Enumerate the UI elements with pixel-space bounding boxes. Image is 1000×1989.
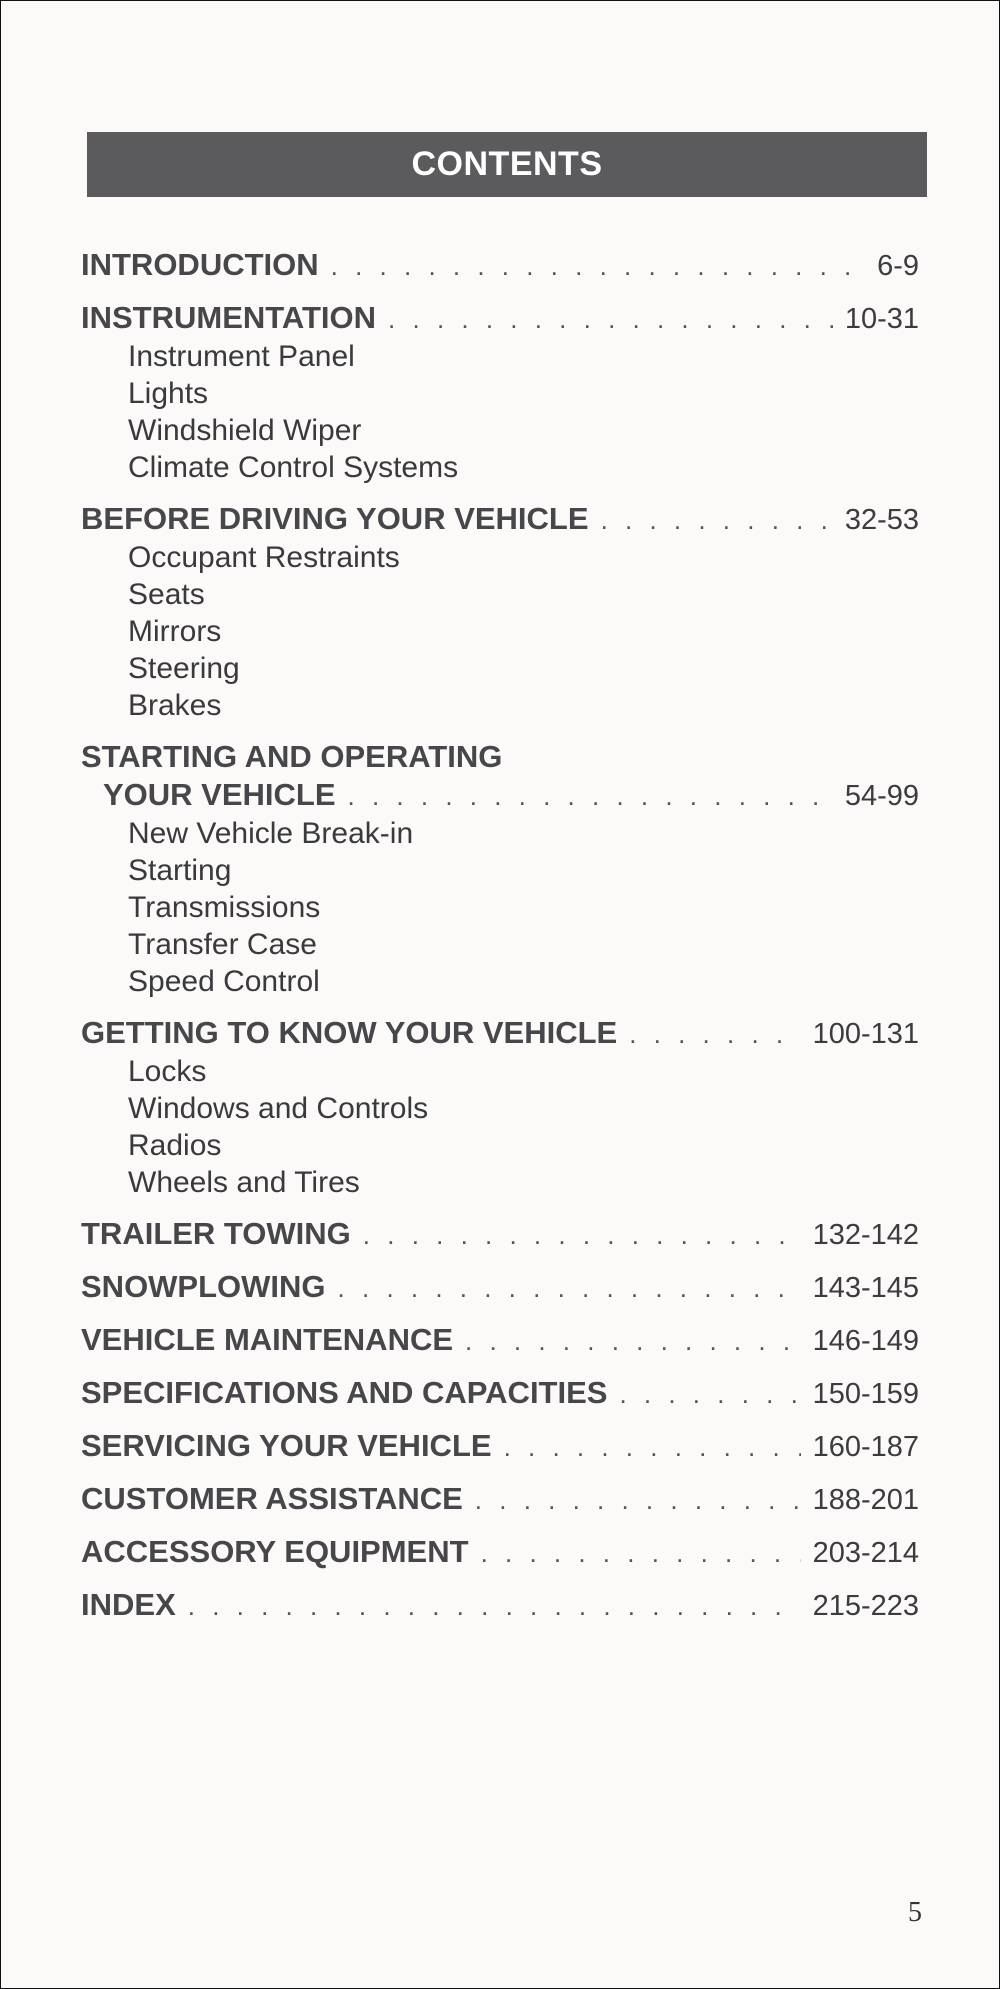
toc-entry-row <box>81 299 919 338</box>
toc-subsection: New Vehicle Break-in <box>128 817 414 850</box>
dot-leader <box>629 1015 800 1053</box>
toc-entry-title: ACCESSORY EQUIPMENT <box>81 1534 469 1569</box>
toc-entry-title: VEHICLE MAINTENANCE <box>81 1322 454 1357</box>
toc-entry-row <box>81 1427 919 1466</box>
toc-entry-row <box>81 1321 919 1360</box>
dot-leader <box>338 1269 801 1307</box>
toc-entry-title: BEFORE DRIVING YOUR VEHICLE <box>81 501 589 536</box>
toc-entry-title: STARTING AND OPERATING <box>81 739 503 774</box>
toc-entry-pages: 132-142 <box>812 1219 919 1251</box>
toc-entry-pages: 150-159 <box>812 1378 919 1410</box>
dot-leader <box>504 1428 801 1466</box>
toc-entry-pages: 146-149 <box>812 1325 919 1357</box>
toc-entry <box>81 1586 919 1625</box>
toc-entry-title: INSTRUMENTATION <box>81 300 377 335</box>
toc-entry <box>81 1533 919 1572</box>
toc-entry <box>81 299 919 486</box>
toc-entry-row <box>81 1374 919 1413</box>
toc-subsection: Lights <box>128 377 209 410</box>
toc-entry-title: TRAILER TOWING <box>81 1216 351 1251</box>
toc-subsection: Windshield Wiper <box>128 414 362 447</box>
toc-entry-title: GETTING TO KNOW YOUR VEHICLE <box>81 1015 618 1050</box>
toc-entry-title: INTRODUCTION <box>81 247 319 282</box>
toc-entry-title: SPECIFICATIONS AND CAPACITIES <box>81 1375 608 1410</box>
toc-entry-title: SERVICING YOUR VEHICLE <box>81 1428 492 1463</box>
toc-entry-pages: 32-53 <box>844 504 919 536</box>
toc-entry-row <box>81 1533 919 1572</box>
toc-entry-title: SNOWPLOWING <box>81 1269 326 1304</box>
table-of-contents <box>81 246 919 1639</box>
toc-entry-pages: 54-99 <box>844 780 919 812</box>
toc-subsection: Occupant Restraints <box>128 541 400 574</box>
toc-subsection: Seats <box>128 578 205 611</box>
dot-leader <box>348 777 833 815</box>
toc-subsection: Wheels and Tires <box>128 1166 360 1199</box>
toc-subsection: Windows and Controls <box>128 1092 429 1125</box>
toc-entry-title: INDEX <box>81 1587 176 1622</box>
dot-leader <box>475 1481 801 1519</box>
page-number: 5 <box>908 1897 922 1928</box>
toc-subsection: Starting <box>128 854 232 887</box>
toc-entry-pages: 100-131 <box>812 1018 919 1050</box>
toc-entry <box>81 1215 919 1254</box>
dot-leader <box>481 1534 801 1572</box>
toc-entry-row <box>81 246 919 285</box>
toc-entry-row <box>81 1014 919 1053</box>
toc-entry-pages: 203-214 <box>812 1537 919 1569</box>
dot-leader <box>388 300 833 338</box>
toc-entry-title: CUSTOMER ASSISTANCE <box>81 1481 463 1516</box>
toc-entry <box>81 500 919 724</box>
toc-entry-row <box>81 500 919 539</box>
toc-subsection-list <box>81 1053 919 1201</box>
toc-entry-pages: 143-145 <box>812 1272 919 1304</box>
toc-subsection: Speed Control <box>128 965 320 998</box>
toc-entry-row <box>81 776 919 815</box>
toc-subsection: Mirrors <box>128 615 222 648</box>
toc-subsection: Climate Control Systems <box>128 451 459 484</box>
toc-entry <box>81 738 919 1000</box>
toc-subsection: Instrument Panel <box>128 340 355 373</box>
toc-subsection-list <box>81 815 919 1000</box>
toc-entry <box>81 1321 919 1360</box>
toc-entry <box>81 1427 919 1466</box>
toc-entry <box>81 1014 919 1201</box>
toc-entry-pages: 188-201 <box>812 1484 919 1516</box>
toc-entry-row <box>81 1215 919 1254</box>
toc-entry-pages: 6-9 <box>877 250 919 282</box>
dot-leader <box>188 1587 801 1625</box>
toc-entry-row <box>81 1480 919 1519</box>
toc-subsection-list <box>81 338 919 486</box>
page-title: CONTENTS <box>411 145 603 183</box>
toc-subsection: Steering <box>128 652 240 685</box>
toc-entry <box>81 1480 919 1519</box>
toc-entry-title-continued: YOUR VEHICLE <box>103 777 336 812</box>
toc-entry-row <box>81 1268 919 1307</box>
toc-subsection: Transfer Case <box>128 928 317 961</box>
contents-banner <box>87 132 927 197</box>
toc-entry <box>81 1374 919 1413</box>
toc-subsection: Radios <box>128 1129 222 1162</box>
dot-leader <box>465 1322 801 1360</box>
toc-entry-pages: 10-31 <box>844 303 919 335</box>
toc-entry <box>81 1268 919 1307</box>
dot-leader <box>601 501 833 539</box>
toc-entry-row <box>81 1586 919 1625</box>
dot-leader <box>363 1216 801 1254</box>
toc-subsection: Locks <box>128 1055 207 1088</box>
toc-subsection: Transmissions <box>128 891 321 924</box>
dot-leader <box>619 1375 800 1413</box>
toc-entry <box>81 246 919 285</box>
toc-subsection-list <box>81 539 919 724</box>
toc-entry-pages: 215-223 <box>812 1590 919 1622</box>
toc-subsection: Brakes <box>128 689 222 722</box>
toc-entry-pages: 160-187 <box>812 1431 919 1463</box>
dot-leader <box>331 247 865 285</box>
